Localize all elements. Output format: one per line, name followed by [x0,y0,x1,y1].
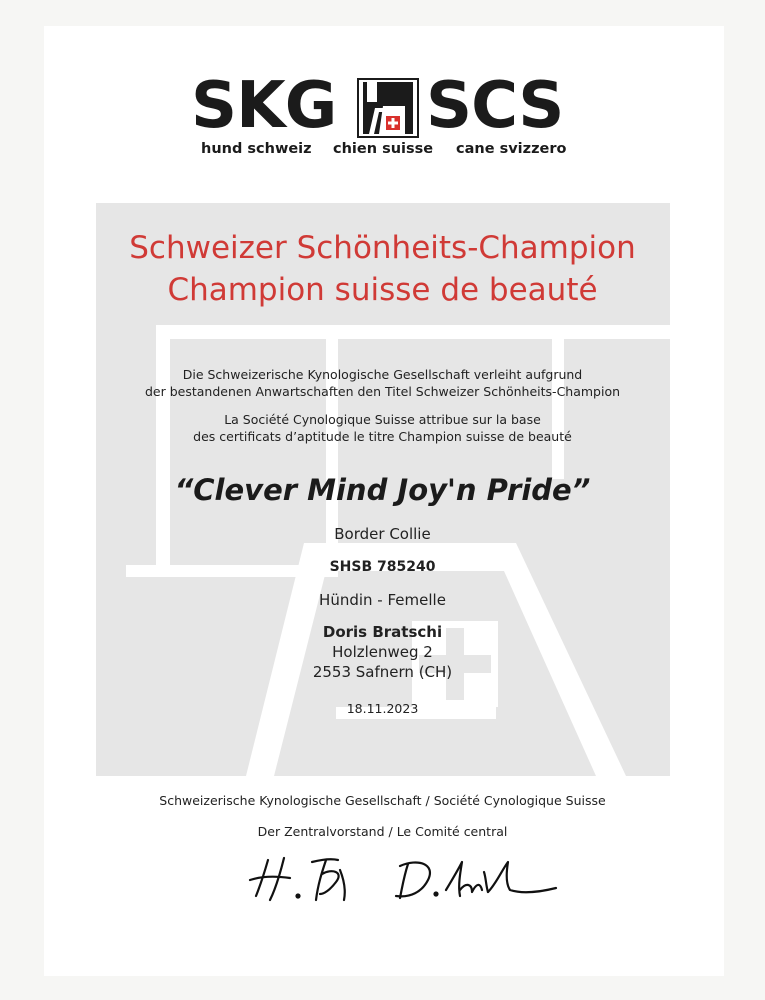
logo-subtitle-it: cane svizzero [456,141,567,157]
dog-name: “Clever Mind Joy'n Pride” [174,473,591,507]
intro-de-line2: der bestandenen Anwartschaften den Titel Schweizer Schönheits-Champion [144,384,621,399]
award-date: 18.11.2023 [346,701,419,716]
footer-board: Der Zentralvorstand / Le Comité central [257,824,508,839]
logo-skg: SKG [191,69,337,143]
dog-sex: Hündin - Femelle [319,591,446,609]
dog-breed: Border Collie [334,525,431,543]
intro-fr-line1: La Société Cynologique Suisse attribue sur la base [224,412,541,427]
logo-subtitle-fr: chien suisse [333,141,434,157]
signature-second [396,862,556,898]
skg-scs-logo [0,69,765,168]
footer-organization: Schweizerische Kynologische Gesellschaft / Société Cynologique Suisse [159,793,606,808]
intro-de-line1: Die Schweizerische Kynologische Gesellschaft verleiht aufgrund [182,367,583,382]
owner-street: Holzlenweg 2 [332,643,433,661]
logo-subtitle-de: hund schweiz [201,141,312,157]
logo-scs: SCS [426,69,564,143]
owner-city: 2553 Safnern (CH) [312,663,453,681]
owner-name: Doris Bratschi [322,623,443,641]
signature-first [250,858,345,900]
signatures [240,850,580,910]
certificate-title-fr: Champion suisse de beauté [167,272,598,308]
intro-fr-line2: des certificats d’aptitude le titre Champion suisse de beauté [193,429,572,444]
dog-registration: SHSB 785240 [329,559,436,575]
dog-emblem-icon [357,78,419,138]
certificate-title-de: Schweizer Schönheits-Champion [129,230,636,266]
